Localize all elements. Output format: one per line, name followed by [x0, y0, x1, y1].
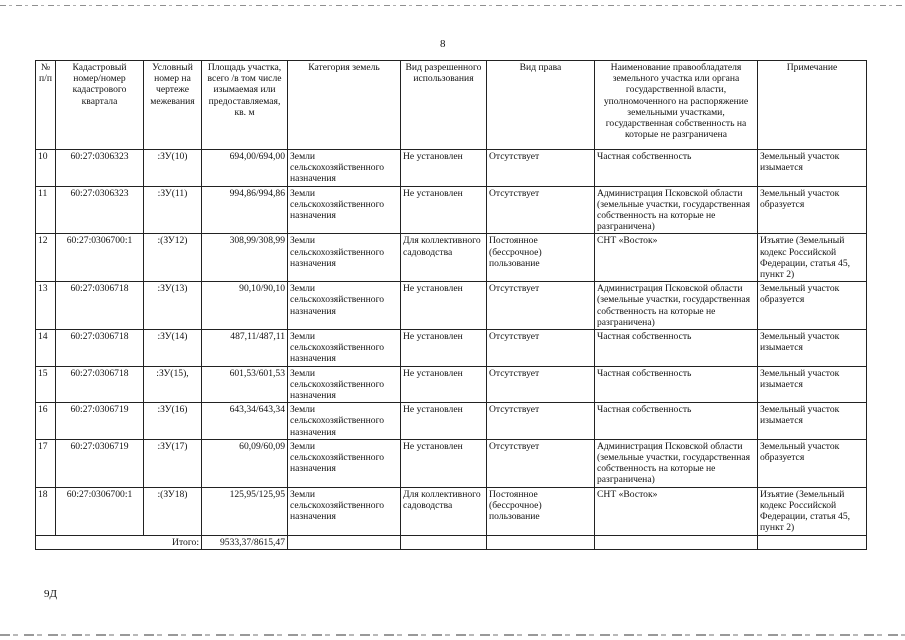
table-row: [36, 150, 867, 187]
cell-cadastral-number: 60:27:0306718: [56, 330, 144, 367]
cell-cadastral-number: 60:27:0306719: [56, 403, 144, 440]
cell-right-holder: Частная собственность: [595, 366, 758, 403]
cell-note: Изъятие (Земельный кодекс Российской Федерации, статья 45, пункт 2): [758, 487, 867, 535]
total-value: 9533,37/8615,47: [202, 535, 288, 549]
cell-permitted-use: Не установлен: [401, 186, 487, 234]
cell-permitted-use: Не установлен: [401, 330, 487, 367]
cell-right-type: Постоянное (бессрочное) пользование: [487, 234, 595, 282]
cell-land-category: Земли сельскохозяйственного назначения: [288, 439, 401, 487]
table-row: [36, 403, 867, 440]
cell-conditional-number: :ЗУ(15),: [144, 366, 202, 403]
cell-land-category: Земли сельскохозяйственного назначения: [288, 234, 401, 282]
cell-note: Земельный участок образуется: [758, 282, 867, 330]
cell-cadastral-number: 60:27:0306700:1: [56, 487, 144, 535]
scan-edge-top: [0, 5, 905, 6]
cell-right-holder: СНТ «Восток»: [595, 487, 758, 535]
cell-row-number: 17: [36, 439, 56, 487]
header-col-note: Примечание: [758, 61, 867, 150]
cell-row-number: 12: [36, 234, 56, 282]
cell-cadastral-number: 60:27:0306700:1: [56, 234, 144, 282]
total-row: [36, 535, 867, 549]
table-row: [36, 282, 867, 330]
total-empty-cell: [758, 535, 867, 549]
table-row: [36, 234, 867, 282]
header-col-number: № п/п: [36, 61, 56, 150]
cell-land-category: Земли сельскохозяйственного назначения: [288, 150, 401, 187]
cell-cadastral-number: 60:27:0306323: [56, 186, 144, 234]
document-code: 9Д: [44, 588, 58, 600]
cell-row-number: 15: [36, 366, 56, 403]
cell-cadastral-number: 60:27:0306719: [56, 439, 144, 487]
cell-row-number: 18: [36, 487, 56, 535]
land-plots-table: [35, 60, 867, 550]
cell-permitted-use: Для коллективного садоводства: [401, 487, 487, 535]
cell-cadastral-number: 60:27:0306323: [56, 150, 144, 187]
table-row: [36, 186, 867, 234]
cell-area-value: 487,11/487,11: [202, 330, 288, 367]
cell-note: Земельный участок изымается: [758, 150, 867, 187]
header-col-area: Площадь участка, всего /в том числе изымаемая или предоставляемая, кв. м: [202, 61, 288, 150]
cell-row-number: 16: [36, 403, 56, 440]
cell-permitted-use: Не установлен: [401, 282, 487, 330]
table-row: [36, 366, 867, 403]
cell-permitted-use: Не установлен: [401, 439, 487, 487]
cell-note: Земельный участок изымается: [758, 403, 867, 440]
header-col-right-type: Вид права: [487, 61, 595, 150]
cell-note: Земельный участок изымается: [758, 330, 867, 367]
scan-edge-bottom: [0, 634, 905, 636]
cell-area-value: 994,86/994,86: [202, 186, 288, 234]
total-empty-cell: [401, 535, 487, 549]
cell-right-type: Отсутствует: [487, 282, 595, 330]
table-row: [36, 487, 867, 535]
cell-conditional-number: :ЗУ(10): [144, 150, 202, 187]
cell-land-category: Земли сельскохозяйственного назначения: [288, 282, 401, 330]
cell-note: Земельный участок образуется: [758, 439, 867, 487]
cell-area-value: 643,34/643,34: [202, 403, 288, 440]
total-empty-cell: [595, 535, 758, 549]
cell-note: Изъятие (Земельный кодекс Российской Федерации, статья 45, пункт 2): [758, 234, 867, 282]
cell-note: Земельный участок образуется: [758, 186, 867, 234]
cell-right-holder: Администрация Псковской области (земельные участки, государственная собственность на которые не разграничена): [595, 282, 758, 330]
cell-right-holder: СНТ «Восток»: [595, 234, 758, 282]
page-number: 8: [440, 38, 446, 50]
cell-permitted-use: Не установлен: [401, 403, 487, 440]
cell-conditional-number: :ЗУ(14): [144, 330, 202, 367]
cell-right-type: Отсутствует: [487, 439, 595, 487]
header-col-land-category: Категория земель: [288, 61, 401, 150]
cell-land-category: Земли сельскохозяйственного назначения: [288, 403, 401, 440]
cell-right-holder: Администрация Псковской области (земельные участки, государственная собственность на которые не разграничена): [595, 186, 758, 234]
cell-land-category: Земли сельскохозяйственного назначения: [288, 330, 401, 367]
total-empty-cell: [288, 535, 401, 549]
cell-right-type: Отсутствует: [487, 330, 595, 367]
cell-note: Земельный участок изымается: [758, 366, 867, 403]
cell-area-value: 90,10/90,10: [202, 282, 288, 330]
cell-conditional-number: :ЗУ(11): [144, 186, 202, 234]
table-body: [36, 150, 867, 536]
header-col-conditional-number: Условный номер на чертеже межевания: [144, 61, 202, 150]
header-col-right-holder: Наименование правообладателя земельного участка или органа государственной власти, уполномоченного на распоряжение земельными участками, государственная собственность на которые не разграничена: [595, 61, 758, 150]
cell-permitted-use: Для коллективного садоводства: [401, 234, 487, 282]
header-col-permitted-use: Вид разрешенного использования: [401, 61, 487, 150]
table-header-row: [36, 61, 867, 150]
cell-row-number: 11: [36, 186, 56, 234]
cell-area-value: 694,00/694,00: [202, 150, 288, 187]
table-row: [36, 330, 867, 367]
cell-cadastral-number: 60:27:0306718: [56, 366, 144, 403]
cell-land-category: Земли сельскохозяйственного назначения: [288, 487, 401, 535]
cell-right-type: Отсутствует: [487, 150, 595, 187]
cell-conditional-number: :ЗУ(16): [144, 403, 202, 440]
cell-row-number: 14: [36, 330, 56, 367]
total-label: Итого:: [36, 535, 202, 549]
cell-conditional-number: :(ЗУ18): [144, 487, 202, 535]
cell-conditional-number: :ЗУ(17): [144, 439, 202, 487]
cell-cadastral-number: 60:27:0306718: [56, 282, 144, 330]
cell-right-type: Отсутствует: [487, 366, 595, 403]
header-col-cadastral-number: Кадастровый номер/номер кадастрового квартала: [56, 61, 144, 150]
cell-conditional-number: :ЗУ(13): [144, 282, 202, 330]
cell-area-value: 308,99/308,99: [202, 234, 288, 282]
cell-right-type: Отсутствует: [487, 403, 595, 440]
cell-right-type: Отсутствует: [487, 186, 595, 234]
cell-row-number: 10: [36, 150, 56, 187]
cell-right-holder: Частная собственность: [595, 150, 758, 187]
cell-permitted-use: Не установлен: [401, 150, 487, 187]
total-empty-cell: [487, 535, 595, 549]
cell-land-category: Земли сельскохозяйственного назначения: [288, 186, 401, 234]
cell-right-holder: Администрация Псковской области (земельные участки, государственная собственность на которые не разграничена): [595, 439, 758, 487]
cell-right-holder: Частная собственность: [595, 403, 758, 440]
cell-permitted-use: Не установлен: [401, 366, 487, 403]
cell-land-category: Земли сельскохозяйственного назначения: [288, 366, 401, 403]
cell-area-value: 125,95/125,95: [202, 487, 288, 535]
cell-right-type: Постоянное (бессрочное) пользование: [487, 487, 595, 535]
table-row: [36, 439, 867, 487]
cell-conditional-number: :(ЗУ12): [144, 234, 202, 282]
cell-area-value: 601,53/601,53: [202, 366, 288, 403]
cell-right-holder: Частная собственность: [595, 330, 758, 367]
cell-row-number: 13: [36, 282, 56, 330]
cell-area-value: 60,09/60,09: [202, 439, 288, 487]
